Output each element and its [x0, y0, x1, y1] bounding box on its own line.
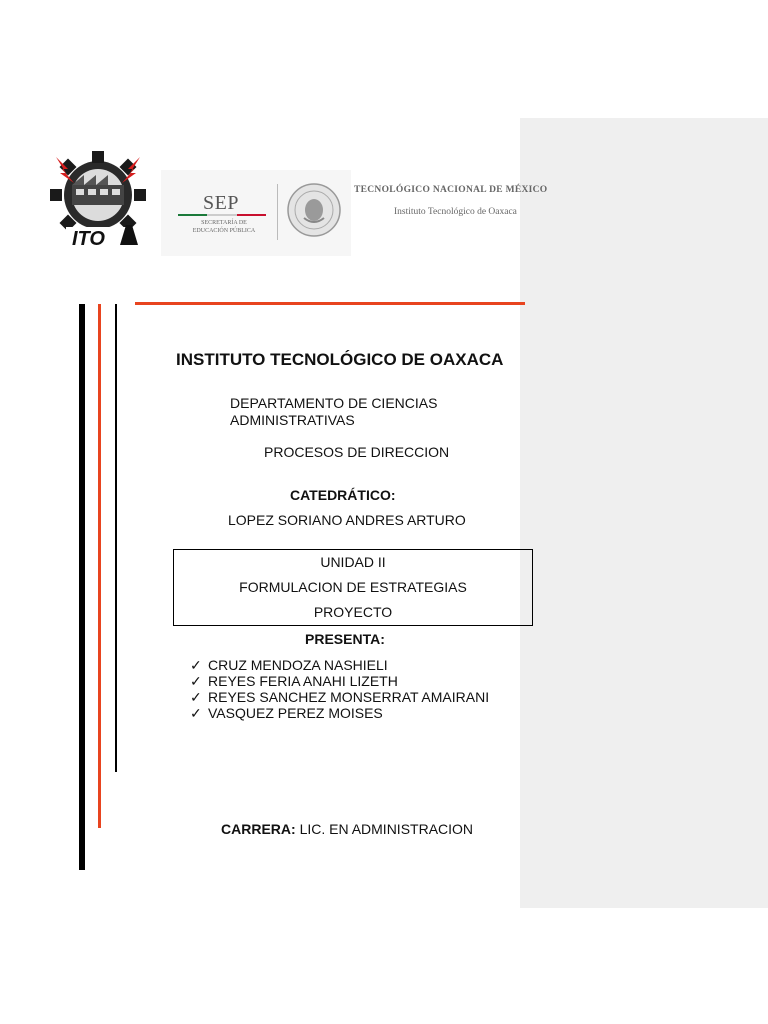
sep-banner	[161, 170, 351, 256]
unit-type: PROYECTO	[313, 604, 393, 620]
instituto-oaxaca-subheading: Instituto Tecnológico de Oaxaca	[394, 207, 517, 217]
career-value: LIC. EN ADMINISTRACION	[299, 821, 474, 837]
presenta-label: PRESENTA:	[305, 631, 385, 647]
thin-black-vertical-bar	[115, 304, 117, 772]
members-list	[190, 657, 489, 721]
orange-horizontal-rule	[135, 302, 525, 305]
check-icon: ✓	[190, 705, 202, 721]
catedratico-label: CATEDRÁTICO:	[290, 487, 396, 503]
list-item: ✓ REYES SANCHEZ MONSERRAT AMAIRANI	[190, 689, 490, 705]
catedratico-name: LOPEZ SORIANO ANDRES ARTURO	[228, 512, 466, 528]
side-panel	[520, 118, 768, 908]
department-name: DEPARTAMENTO DE CIENCIAS ADMINISTRATIVAS	[230, 395, 438, 428]
check-icon: ✓	[190, 689, 202, 705]
orange-vertical-bar	[98, 304, 101, 828]
unit-topic: FORMULACION DE ESTRATEGIAS	[239, 579, 467, 595]
ito-logo	[42, 145, 154, 253]
unit-box	[173, 549, 533, 626]
career-label: CARRERA:	[221, 821, 296, 837]
svg-text:ITO: ITO	[72, 228, 105, 250]
subject-name: PROCESOS DE DIRECCION	[264, 444, 450, 460]
check-icon: ✓	[190, 673, 202, 689]
sep-subtitle: SECRETARÍA DE EDUCACIÓN PÚBLICA	[192, 220, 256, 234]
list-item: ✓ REYES FERIA ANAHI LIZETH	[190, 673, 398, 689]
check-icon: ✓	[190, 657, 202, 673]
list-item: ✓ VASQUEZ PEREZ MOISES	[190, 705, 383, 721]
tec-nacional-heading: TECNOLÓGICO NACIONAL DE MÉXICO	[354, 185, 548, 195]
sep-divider	[277, 184, 278, 240]
sep-title: SEP	[203, 192, 239, 214]
black-vertical-bar	[79, 304, 85, 870]
national-seal-icon	[286, 182, 342, 238]
career-line	[221, 821, 473, 837]
list-item: ✓ CRUZ MENDOZA NASHIELI	[190, 657, 388, 673]
unit-number: UNIDAD II	[320, 554, 386, 570]
institution-title: INSTITUTO TECNOLÓGICO DE OAXACA	[176, 350, 504, 369]
sep-stripe	[178, 214, 266, 216]
